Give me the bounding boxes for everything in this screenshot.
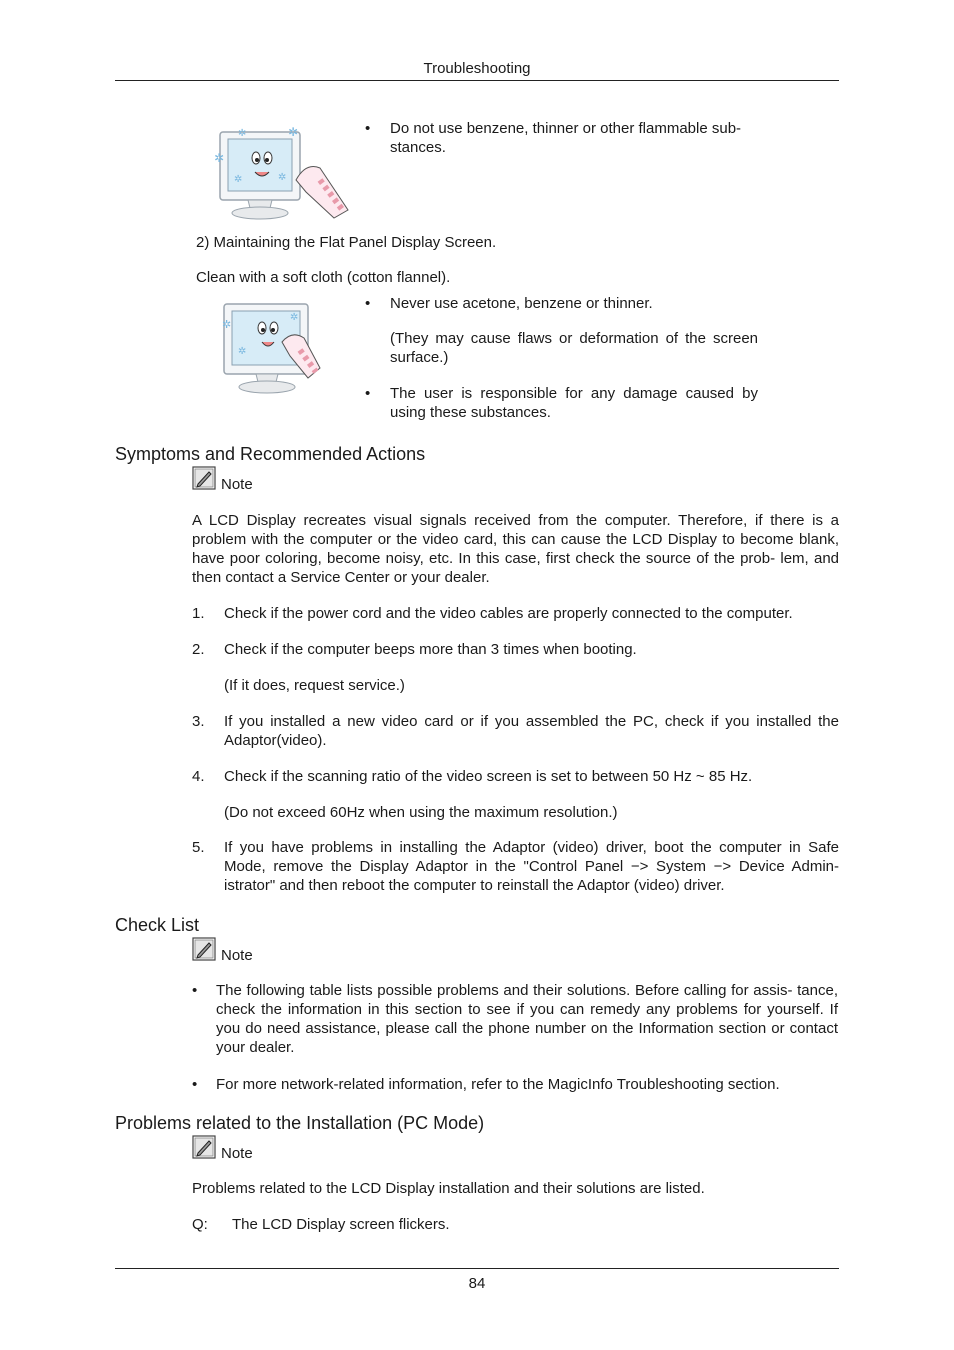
footer-divider	[115, 1268, 839, 1269]
list-item: Check if the scanning ratio of the video screen is set to between 50 Hz ~ 85 Hz.	[224, 768, 753, 785]
svg-text:✲: ✲	[290, 312, 299, 323]
installation-heading: Problems related to the Installation (PC Mode)	[115, 1113, 485, 1133]
care-bullet-1-line-2: stances.	[390, 139, 446, 156]
svg-text:✲: ✲	[278, 172, 287, 183]
list-item: If you have problems in installing the Adaptor (video) driver, boot the computer in Safe Mode, remove the Display Adaptor in the "Control Panel −> System −> Device Admin- istrator" and then reboot the computer to reinstall the Adaptor (video) driver.	[224, 839, 839, 894]
svg-text:✲: ✲	[238, 128, 247, 139]
bullet-marker: •	[365, 295, 371, 312]
checklist-heading: Check List	[115, 915, 200, 935]
question-label: Q:	[192, 1216, 208, 1233]
symptoms-intro: A LCD Display recreates visual signals received from the computer. Therefore, if there is a problem with the computer or the video card, this can cause the LCD Display to become blank, have poor coloring, become noisy, etc. In this case, first check the source of the prob- lem, and then contact a Service Center or your dealer.	[192, 512, 839, 586]
bullet-marker: •	[192, 982, 198, 999]
note-pencil-icon	[192, 1135, 216, 1159]
header-divider	[115, 80, 839, 81]
svg-text:✲: ✲	[288, 125, 299, 139]
note-label: Note	[221, 476, 253, 493]
list-item: Check if the power cord and the video cables are properly connected to the computer.	[224, 605, 793, 622]
list-number: 3.	[192, 713, 205, 730]
symptoms-heading: Symptoms and Recommended Actions	[115, 444, 426, 464]
clean-instruction: Clean with a soft cloth (cotton flannel).	[196, 269, 451, 286]
care-bullet-1-line-1: Do not use benzene, thinner or other flammable sub-	[390, 120, 742, 137]
care-bullet-3: The user is responsible for any damage caused by using these substances.	[390, 385, 758, 421]
bullet-marker: •	[365, 120, 371, 137]
note-pencil-icon	[192, 466, 216, 490]
care-bullet-2: Never use acetone, benzene or thinner.	[390, 295, 653, 312]
note-label: Note	[221, 1145, 253, 1162]
note-label: Note	[221, 947, 253, 964]
note-pencil-icon	[192, 937, 216, 961]
bullet-marker: •	[192, 1076, 198, 1093]
care-bullet-2-note: (They may cause flaws or deformation of the screen surface.)	[390, 330, 758, 366]
installation-intro: Problems related to the LCD Display installation and their solutions are listed.	[192, 1180, 705, 1197]
list-number: 2.	[192, 641, 205, 658]
page-header-title: Troubleshooting	[423, 60, 531, 77]
svg-text:✲: ✲	[222, 319, 232, 331]
list-number: 5.	[192, 839, 205, 856]
list-item-subnote: (Do not exceed 60Hz when using the maximum resolution.)	[224, 804, 618, 821]
svg-text:✲: ✲	[234, 174, 243, 185]
question-text: The LCD Display screen flickers.	[232, 1216, 450, 1233]
list-number: 1.	[192, 605, 205, 622]
list-item: If you installed a new video card or if you assembled the PC, check if you installed the Adaptor(video).	[224, 713, 839, 749]
bullet-marker: •	[365, 385, 371, 402]
list-item-subnote: (If it does, request service.)	[224, 677, 405, 694]
list-item: Check if the computer beeps more than 3 times when booting.	[224, 641, 637, 658]
svg-text:✲: ✲	[214, 151, 225, 165]
monitor-cleaning-illustration-1	[208, 120, 350, 222]
list-number: 4.	[192, 768, 205, 785]
checklist-bullet: The following table lists possible problems and their solutions. Before calling for assis- tance, check the information in this section to see if you can remedy any problems for yourself. If you do need assistance, please call the phone number on the Information section or contact your dealer.	[216, 982, 838, 1056]
page-number: 84	[468, 1275, 486, 1292]
checklist-bullet: For more network-related information, refer to the MagicInfo Troubleshooting section.	[216, 1076, 780, 1093]
care-bullet-1	[390, 119, 760, 157]
svg-text:✲: ✲	[238, 346, 247, 357]
maintaining-heading: 2) Maintaining the Flat Panel Display Screen.	[196, 234, 497, 251]
monitor-cleaning-illustration-2	[212, 296, 322, 396]
